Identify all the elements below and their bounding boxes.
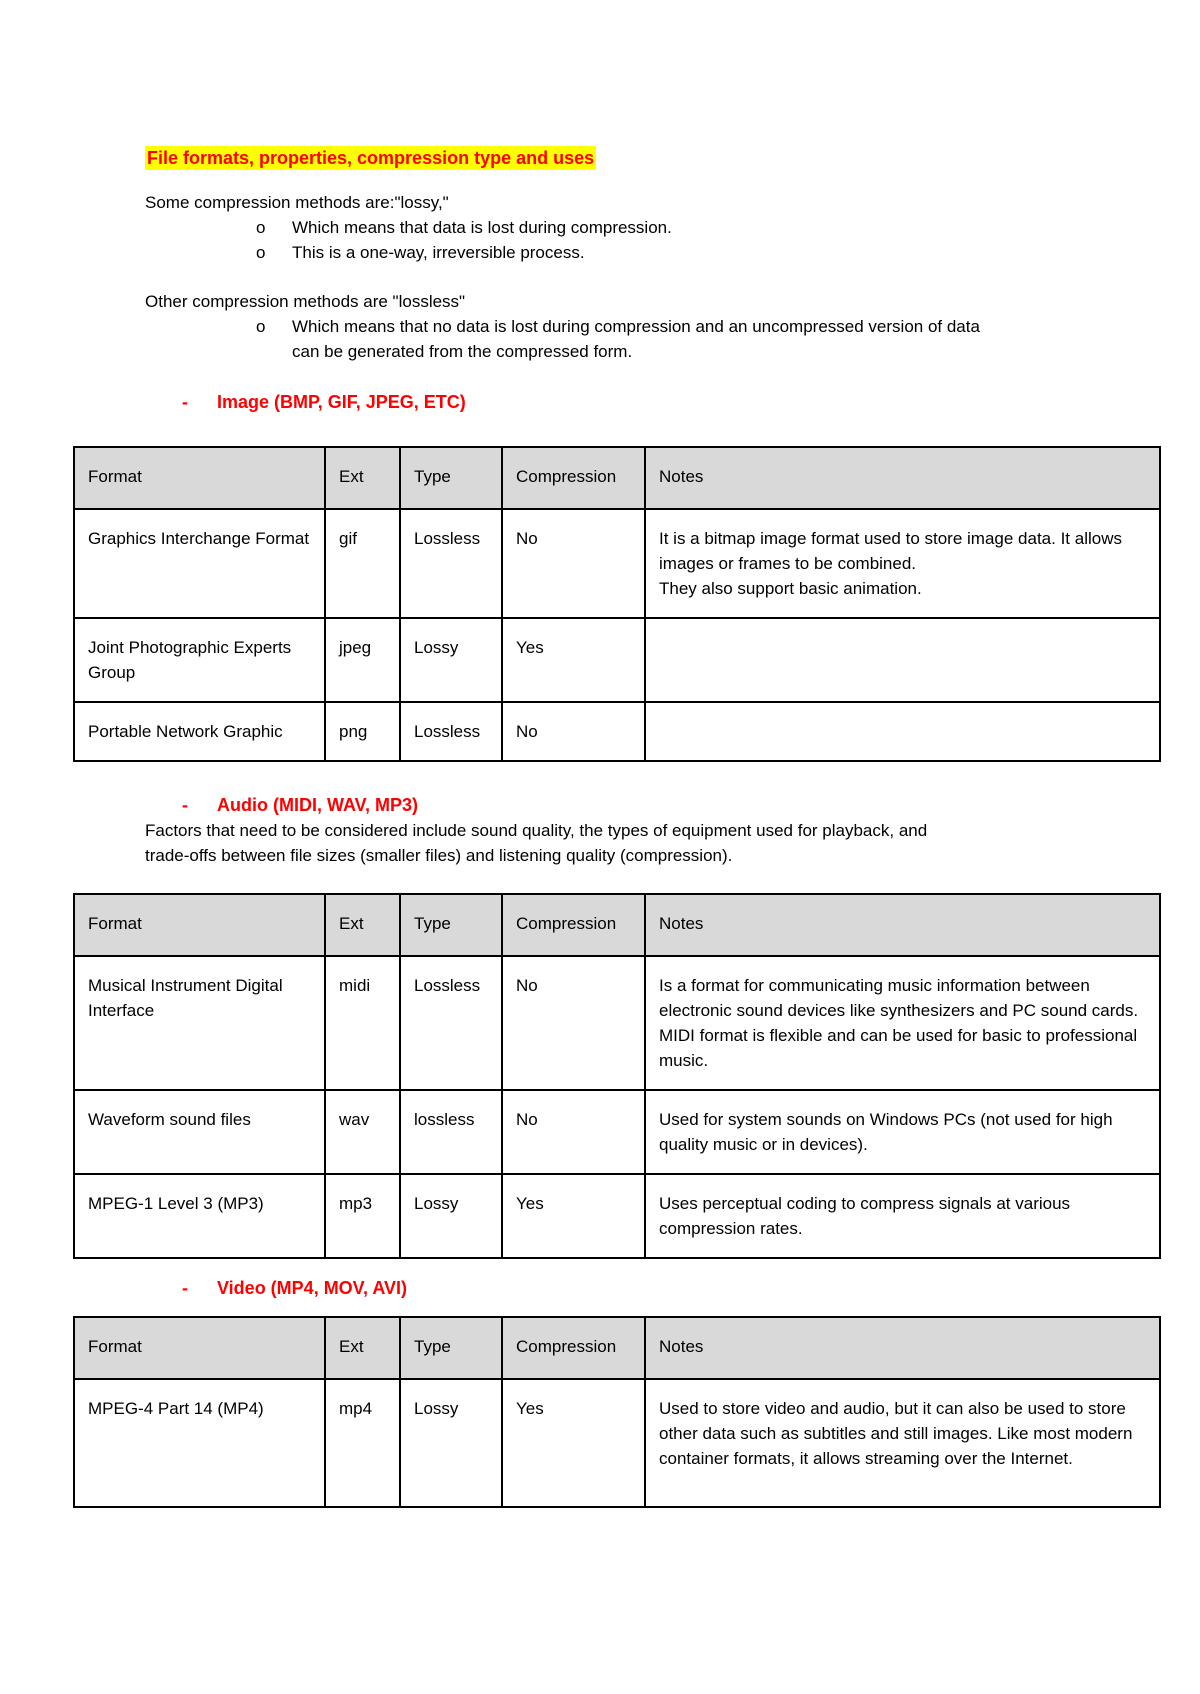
video-heading-text: Video (MP4, MOV, AVI) (217, 1278, 408, 1298)
audio-section-heading (182, 793, 418, 818)
table-row (74, 956, 1160, 1090)
cell-type: Lossy (400, 1174, 502, 1258)
cell-notes: Used for system sounds on Windows PCs (not used for high quality music or in devices). (645, 1090, 1160, 1174)
cell-compression: No (502, 702, 645, 761)
lossless-bullet-1: Which means that no data is lost during compression and an uncompressed version of data (292, 317, 980, 336)
bullet-marker: o (256, 317, 266, 336)
notes-line: It is a bitmap image format used to store image data. It allows images or frames to be combined. (659, 529, 1122, 573)
cell-ext: wav (325, 1090, 400, 1174)
cell-compression: Yes (502, 1379, 645, 1507)
cell-notes: Used to store video and audio, but it can also be used to store other data such as subtitles and still images. Like most modern container formats, it allows streaming over the Internet. (645, 1379, 1160, 1507)
cell-notes (645, 509, 1160, 618)
table-row (74, 1174, 1160, 1258)
cell-ext: jpeg (325, 618, 400, 702)
dash-marker: - (182, 392, 188, 412)
cell-compression: Yes (502, 618, 645, 702)
cell-format: MPEG-4 Part 14 (MP4) (74, 1379, 325, 1507)
lossless-bullet-1-continued: can be generated from the compressed form. (292, 342, 633, 361)
header-ext: Ext (325, 894, 400, 956)
table-row (74, 509, 1160, 618)
audio-formats-table (73, 893, 1161, 1259)
table-row (74, 1379, 1160, 1507)
document-title: File formats, properties, compression type and uses (147, 148, 595, 168)
video-section-heading (182, 1276, 407, 1301)
cell-compression: No (502, 509, 645, 618)
header-format: Format (74, 447, 325, 509)
cell-compression: No (502, 956, 645, 1090)
cell-format: Waveform sound files (74, 1090, 325, 1174)
header-type: Type (400, 1317, 502, 1379)
table-header-row (74, 447, 1160, 509)
bullet-marker: o (256, 218, 266, 237)
header-notes: Notes (645, 1317, 1160, 1379)
cell-type: Lossless (400, 702, 502, 761)
image-formats-table (73, 446, 1161, 762)
cell-type: lossless (400, 1090, 502, 1174)
cell-type: Lossy (400, 1379, 502, 1507)
bullet-marker: o (256, 243, 266, 262)
dash-marker: - (182, 1278, 188, 1298)
image-section-heading (182, 390, 466, 415)
dash-marker: - (182, 795, 188, 815)
header-notes: Notes (645, 894, 1160, 956)
table-row (74, 1090, 1160, 1174)
cell-notes (645, 702, 1160, 761)
cell-notes: Uses perceptual coding to compress signals at various compression rates. (645, 1174, 1160, 1258)
cell-type: Lossless (400, 509, 502, 618)
cell-compression: Yes (502, 1174, 645, 1258)
cell-ext: midi (325, 956, 400, 1090)
header-format: Format (74, 1317, 325, 1379)
cell-notes: Is a format for communicating music information between electronic sound devices like synthesizers and PC sound cards. MIDI format is flexible and can be used for basic to professional music. (645, 956, 1160, 1090)
header-format: Format (74, 894, 325, 956)
table-header-row (74, 894, 1160, 956)
header-notes: Notes (645, 447, 1160, 509)
cell-format: Musical Instrument Digital Interface (74, 956, 325, 1090)
cell-type: Lossy (400, 618, 502, 702)
cell-format: MPEG-1 Level 3 (MP3) (74, 1174, 325, 1258)
cell-format: Joint Photographic Experts Group (74, 618, 325, 702)
cell-ext: png (325, 702, 400, 761)
cell-compression: No (502, 1090, 645, 1174)
table-row (74, 702, 1160, 761)
audio-heading-text: Audio (MIDI, WAV, MP3) (217, 795, 418, 815)
lossy-intro: Some compression methods are:"lossy," (145, 193, 449, 212)
notes-line: They also support basic animation. (659, 579, 922, 598)
cell-ext: mp3 (325, 1174, 400, 1258)
header-type: Type (400, 894, 502, 956)
header-compression: Compression (502, 894, 645, 956)
header-compression: Compression (502, 1317, 645, 1379)
table-header-row (74, 1317, 1160, 1379)
cell-type: Lossless (400, 956, 502, 1090)
table-row (74, 618, 1160, 702)
cell-ext: gif (325, 509, 400, 618)
audio-description-line-2: trade-offs between file sizes (smaller files) and listening quality (compression). (145, 846, 733, 865)
header-type: Type (400, 447, 502, 509)
cell-ext: mp4 (325, 1379, 400, 1507)
lossless-intro: Other compression methods are "lossless" (145, 292, 466, 311)
header-ext: Ext (325, 1317, 400, 1379)
audio-description-line-1: Factors that need to be considered include sound quality, the types of equipment used for playback, and (145, 821, 928, 840)
lossy-bullet-1: Which means that data is lost during compression. (292, 218, 672, 237)
cell-notes (645, 618, 1160, 702)
cell-format: Graphics Interchange Format (74, 509, 325, 618)
lossy-bullet-2: This is a one-way, irreversible process. (292, 243, 585, 262)
header-ext: Ext (325, 447, 400, 509)
image-heading-text: Image (BMP, GIF, JPEG, ETC) (217, 392, 466, 412)
header-compression: Compression (502, 447, 645, 509)
cell-format: Portable Network Graphic (74, 702, 325, 761)
video-formats-table (73, 1316, 1161, 1508)
